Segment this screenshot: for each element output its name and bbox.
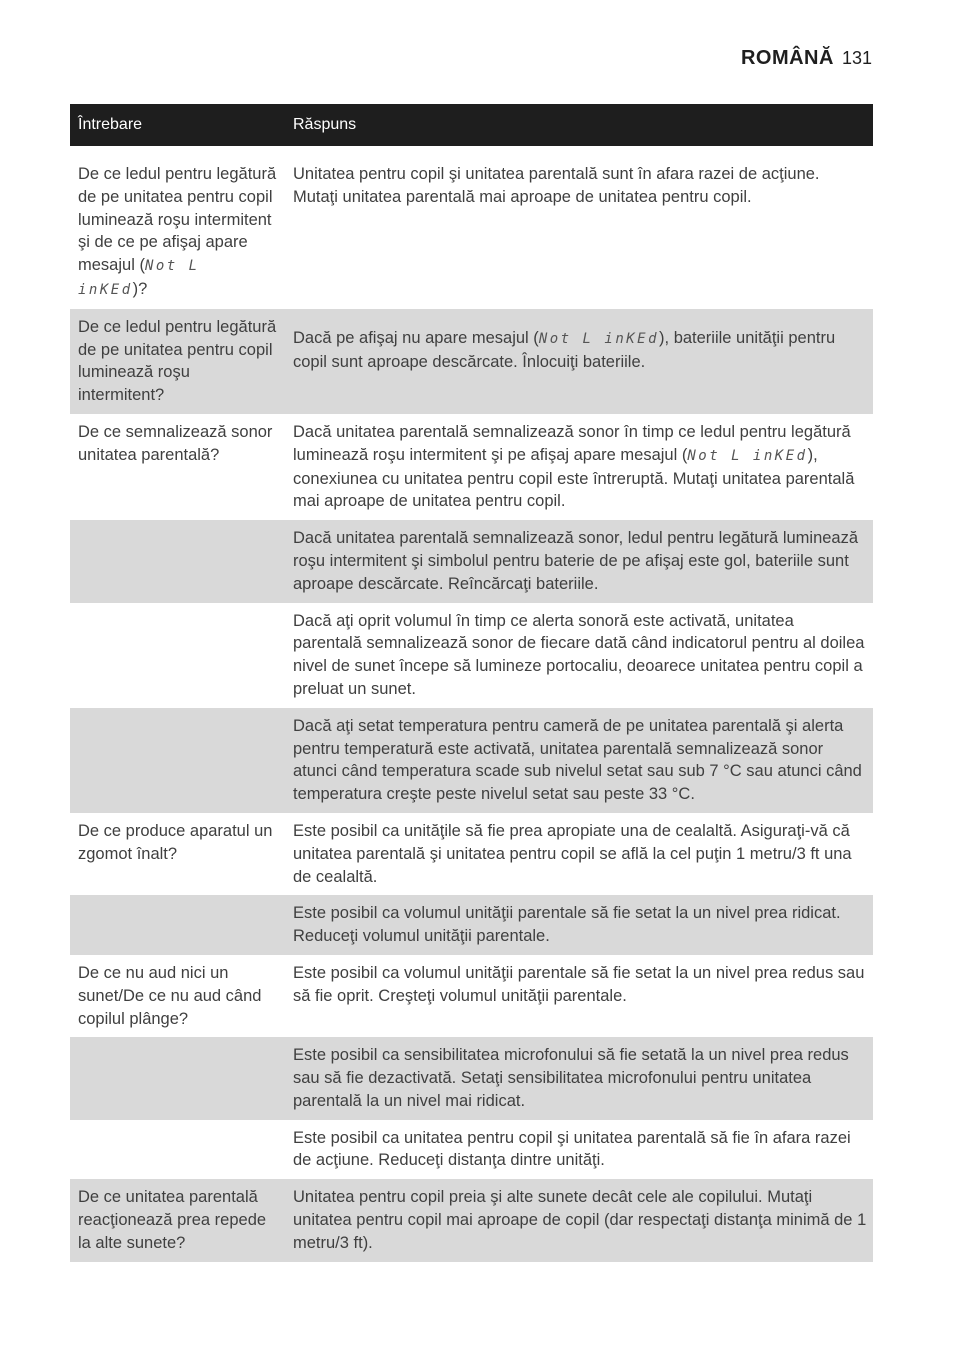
answer-cell [285,156,873,309]
table-row [70,1179,873,1261]
answer-text: Este posibil ca sensibilitatea microfonului să fie setată la un nivel prea redus sau să fie dezactivată. Setaţi sensibilitatea microfonului pentru unitatea parentală la un nivel mai ridicat. [293,1046,849,1110]
answer-cell [285,895,873,955]
question-cell [70,520,285,602]
table-row [70,414,873,520]
table-row [70,156,873,309]
answer-text: ), conexiunea cu unitatea pentru copil este întreruptă. Mutaţi unitatea parentală mai aproape de unitatea pentru copil. [293,445,855,511]
question-cell [70,1179,285,1261]
answer-text: Dacă unitatea parentală semnalizează sonor în timp ce ledul pentru legătură luminează roşu intermitent şi pe afişaj apare mesajul ( [293,422,851,464]
lcd-message: Not L inKEd [687,447,808,464]
question-cell [70,895,285,955]
table-body [70,156,873,1262]
question-text: De ce semnalizează sonor unitatea parentală? [78,422,273,464]
question-cell [70,414,285,520]
question-cell [70,309,285,414]
answer-text: ), bateriile unităţii pentru copil sunt aproape descărcate. Înlocuiţi bateriile. [293,328,836,371]
answer-text: Este posibil ca volumul unităţii parentale să fie setat la un nivel prea redus sau să fie oprit. Creşteţi volumul unităţii parentale. [293,963,865,1005]
table-row [70,309,873,414]
question-text: )? [132,279,148,298]
table-header-row [70,104,873,146]
question-cell [70,955,285,1037]
question-cell [70,603,285,708]
answer-column-header: Răspuns [285,104,873,146]
answer-cell [285,309,873,414]
answer-text: Este posibil ca volumul unităţii parentale să fie setat la un nivel prea ridicat. Reduceţi volumul unităţii parentale. [293,904,841,946]
answer-cell [285,708,873,813]
table-row [70,1120,873,1180]
question-cell [70,708,285,813]
lcd-message: Not L inKEd [538,330,660,347]
answer-text: Dacă unitatea parentală semnalizează sonor, ledul pentru legătură luminează roşu intermitent şi simbolul pentru baterie de pe afişaj este gol, bateriile sunt aproape descărcate. Reîncărcaţi bateriile. [293,529,859,593]
answer-text: Este posibil ca unităţile să fie prea apropiate una de cealaltă. Asiguraţi-vă că unitatea parentală şi unitatea pentru copil se află la cel puţin 1 metru/3 ft una de cealaltă. [293,821,852,886]
question-text: De ce unitatea parentală reacţionează prea repede la alte sunete? [78,1188,267,1252]
lcd-message: Not L inKEd [78,258,200,298]
question-cell [70,813,285,895]
answer-cell [285,1037,873,1119]
answer-cell [285,520,873,602]
answer-cell [285,955,873,1037]
table-row [70,708,873,813]
page-number: 131 [841,48,872,68]
answer-cell [285,1120,873,1180]
question-column-header: Întrebare [70,104,285,146]
answer-text: Dacă aţi setat temperatura pentru cameră de pe unitatea parentală şi alerta pentru temperatură este activată, unitatea parentală semnalizează sonor atunci când temperatura scade sub nivelul setat sau sub 7 °C sau atunci când temperatura creşte peste nivelul setat sau peste 33 °C. [293,716,862,804]
answer-text: Dacă aţi oprit volumul în timp ce alerta sonoră este activată, unitatea parentală semnalizează sonor de fiecare dată când indicatorul pentru al doilea nivel de sunet începe să lumineze portocaliu, deoarece unitatea pentru copil a preluat un sunet. [293,611,865,698]
answer-text: Unitatea pentru copil şi unitatea parentală sunt în afara razei de acţiune. Mutaţi unitatea parentală mai aproape de unitatea pentru copil. [293,165,820,206]
answer-cell [285,1179,873,1261]
language-title: ROMÂNĂ [740,47,834,69]
table-row [70,1037,873,1119]
table-row [70,895,873,955]
question-text: De ce ledul pentru legătură de pe unitatea pentru copil luminează roşu intermitent? [78,317,277,405]
answer-text: Unitatea pentru copil preia şi alte sunete decât cele ale copilului. Mutaţi unitatea pentru copil mai aproape de copil (dar respectaţi distanţa minimă de 1 metru/3 ft). [293,1188,867,1252]
question-text: De ce ledul pentru legătură de pe unitatea pentru copil luminează roşu intermitent şi de ce pe afişaj apare mesajul ( [78,165,277,275]
table-row [70,520,873,602]
troubleshooting-table [70,104,873,1262]
answer-cell [285,813,873,895]
answer-text: Dacă pe afişaj nu apare mesajul ( [293,328,539,347]
question-text: De ce nu aud nici un sunet/De ce nu aud când copilul plânge? [78,963,262,1028]
answer-cell [285,603,873,708]
question-text: De ce produce aparatul un zgomot înalt? [78,821,273,863]
question-cell [70,156,285,309]
page-header [741,47,872,70]
answer-text: Este posibil ca unitatea pentru copil şi unitatea parentală să fie în afara razei de acţiune. Reduceţi distanţa dintre unităţi. [293,1128,851,1170]
answer-cell [285,414,873,520]
table-row [70,813,873,895]
table-row [70,955,873,1037]
question-cell [70,1120,285,1180]
question-cell [70,1037,285,1119]
table-row [70,603,873,708]
